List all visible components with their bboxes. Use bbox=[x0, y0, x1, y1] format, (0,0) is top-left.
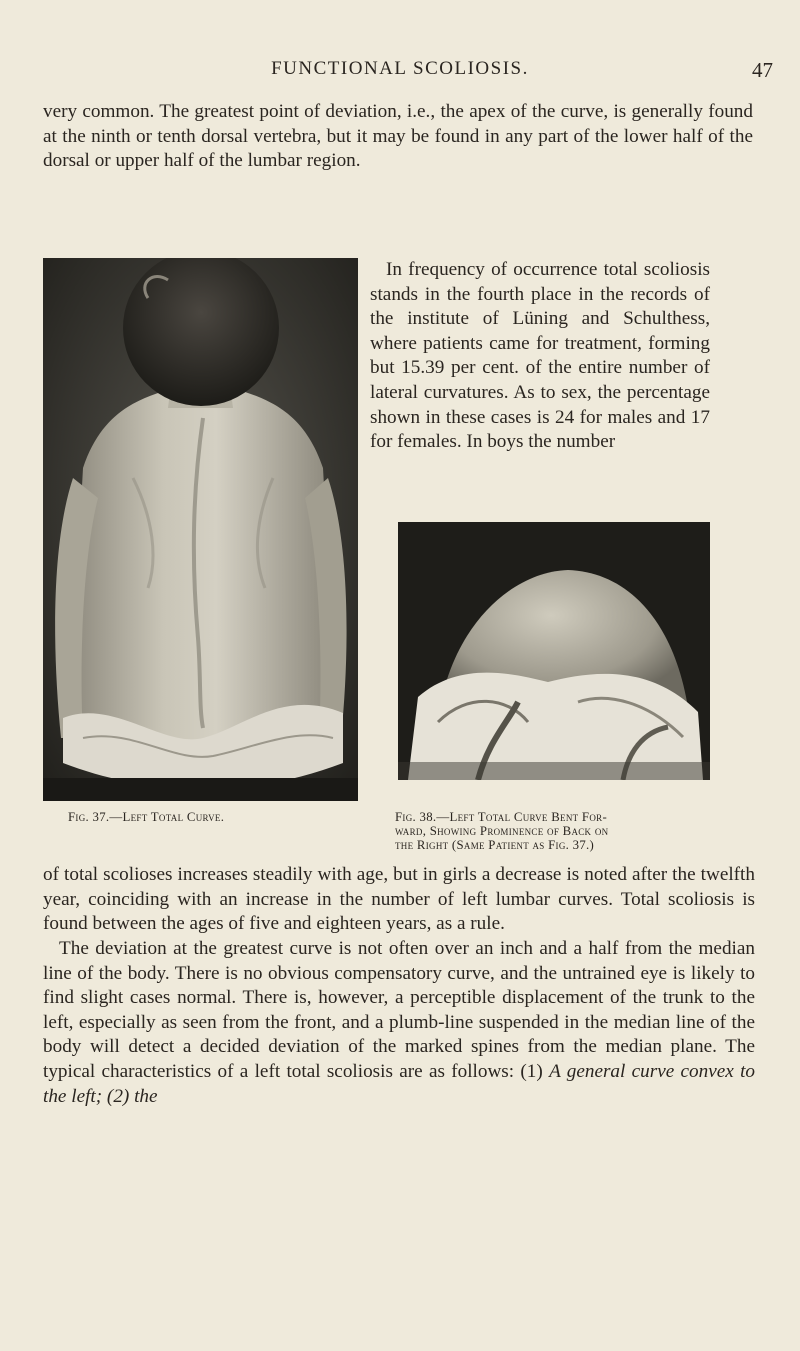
paragraph-frequency: In frequency of occurrence total scoliosis stands in the fourth place in the records of the institute of Lüning and Schulthess, where patients came for treatment, forming but 15.39 per cent. of the entire number of lateral curvatures. As to sex, the percentage shown in these cases is 24 for males and 17 for females. In boys the number bbox=[370, 259, 710, 453]
deviation-italic-text: A general curve convex to the left; (2) the bbox=[43, 1060, 756, 1107]
figure-38-caption bbox=[395, 810, 715, 852]
running-title: FUNCTIONAL SCOLIOSIS. bbox=[271, 58, 529, 79]
bent-forward-image bbox=[398, 522, 710, 780]
figure-38-caption-line: ward, Showing Prominence of Back on bbox=[395, 824, 609, 838]
figure-38-caption-line: Fig. 38.—Left Total Curve Bent For- bbox=[395, 810, 608, 824]
page-number: 47 bbox=[752, 58, 773, 82]
paragraph-age: of total scolioses increases steadily with age, but in girls a decrease is noted after the twelfth year, coinciding with an increase in the number of left lumbar curves. Total scoliosis is found between the ages of five and eighteen years, as a rule. bbox=[43, 864, 755, 935]
deviation-text: The deviation at the greatest curve is not often over an inch and a half from the median line of the body. There is no obvious compensatory curve, and the untrained eye is likely to find slight cases normal. There is, however, a perceptible displacement of the trunk to the left, especially as seen from the front, and a plumb-line suspended in the median line of the body will detect a decided deviation of the marked spines from the median plane. The typical characteristics of a left total scoliosis are as follows: (1) bbox=[43, 938, 755, 1082]
figure-38-photo bbox=[398, 522, 710, 780]
figure-37-photo bbox=[43, 258, 358, 801]
figure-38-caption-line: the Right (Same Patient as Fig. 37.) bbox=[395, 838, 595, 852]
back-view-image bbox=[43, 258, 358, 801]
paragraph-deviation bbox=[43, 937, 755, 1109]
figure-37-caption: Fig. 37.—Left Total Curve. bbox=[68, 810, 225, 824]
paragraph-continued: very common. The greatest point of deviation, i.e., the apex of the curve, is generally found at the ninth or tenth dorsal vertebra, but it may be found in any part of the lower half of the dorsal or upper half of the lumbar region. bbox=[43, 101, 753, 172]
